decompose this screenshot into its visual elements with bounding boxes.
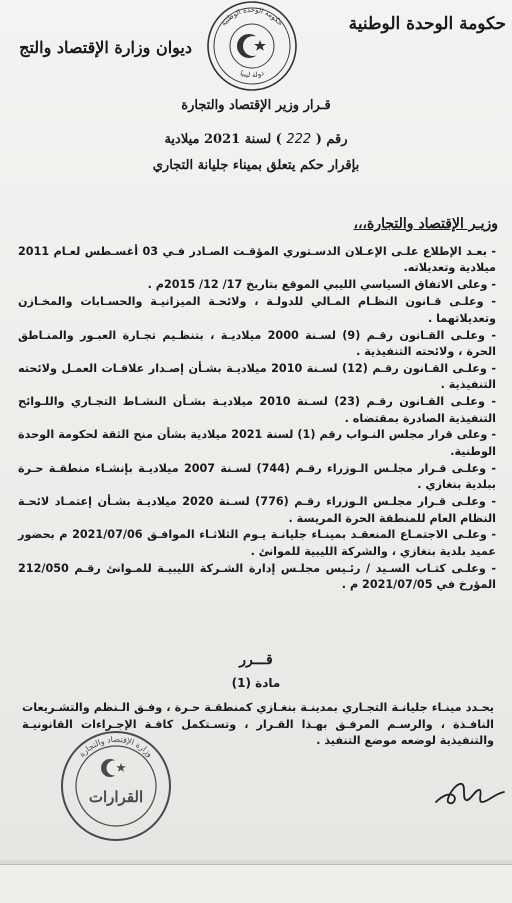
stamp-ring-text: وزارة الإقتصاد والتجارة	[77, 734, 155, 759]
stamp-center-text: القرارات	[88, 788, 144, 806]
preamble-clause: - وعلـى القـانون رقـم (9) لسـنة 2000 ميلاديـة ، بتنظـيم تجـارة العبـور والمنـاطق الحرة ، ولائحته التنفيذية .	[18, 328, 496, 358]
decision-number: 222	[286, 132, 312, 147]
preamble-clause: - وعلى الاتفاق السياسي الليبي الموقع بتاريخ 17/ 12/ 2015م .	[147, 278, 496, 292]
ministry-office-title: ديوان وزارة الإقتصاد والتج	[19, 38, 192, 57]
emblem-bottom-text: دولة ليبيا	[238, 69, 266, 80]
government-title: حكومة الوحدة الوطنية	[348, 14, 506, 34]
preamble-clause: - وعلى قرار مجلس النـواب رقم (1) لسنة 2021 ميلادية بشأن منح الثقة لحكومة الوحدة الوطنية.	[18, 428, 497, 458]
article-body: يحـدد مينـاء جليانـة التجـاري بمدينـة بنغـازي كمنطقـة حـرة ، وفـق الـنظم والتشـريعات النافـذة ، والرسـم المرفـق بهـذا القـرار ، وتسـتكمل كافـة الإجـراءات القانونيـة والتنفيذية لوضعه موضع التنفيذ .	[22, 701, 494, 748]
decision-number-suffix: لسنة 2021 ميلادية	[164, 132, 272, 147]
preamble-clause: - وعلـى قـانون النظـام المـالي للدولـة ، ولائحـة الميزانيـة والحسـابات والمخـازن وتعديلاتهما .	[18, 295, 496, 325]
libya-emblem-icon	[200, 0, 304, 92]
signature-icon	[432, 772, 508, 812]
preamble-clause: - وعلـى كتـاب السـيد / رئـيس مجلـس إدارة الشـركة الليبيـة للمـوانئ رقـم 212/050 المؤرخ في 2021/07/05 م .	[18, 561, 496, 592]
decision-number-prefix: رقم	[326, 132, 348, 147]
preamble-clause: - وعلـى القـانون رقـم (23) لسـنة 2010 ميلاديـة بشـأن النشـاط التجـاري واللـوائح التنفيذية الصادرة بمقتضاه .	[18, 395, 496, 425]
decision-number-line: رقم ( 222 ) لسنة 2021 ميلادية	[164, 132, 348, 147]
emblem-top-text: حكومة الوحدة الوطنية	[219, 5, 285, 28]
official-stamp-icon	[58, 730, 174, 842]
article-heading: مادة (1)	[231, 676, 281, 690]
decision-subject: بإقرار حكم يتعلق بميناء جليانة التجاري	[152, 158, 360, 173]
preamble-clauses	[18, 244, 496, 594]
preamble-clause: - وعلـى قـرار مجلـس الـوزراء رقـم (776) لسـنة 2020 ميلاديـة بشـأن إعتمـاد لائحـة النظام العام للمنطقة الحرة المريسة .	[18, 495, 496, 525]
preamble-clause: - بعـد الإطلاع علـى الإعـلان الدسـتوري المؤقـت الصـادر فـي 03 أغسـطس لعـام 2011 ميلادية وتعديلاته.	[18, 245, 496, 275]
preamble-clause: - وعلـى الاجتمـاع المنعقـد بمينـاء جليانـة يـوم الثلاثـاء الموافـق 2021/07/06 م بحضور عميد بلدية بنغازي ، والشركة الليبية للموانئ .	[18, 528, 496, 558]
preamble-clause: - وعلـى القـانون رقـم (12) لسـنة 2010 ميلاديـة بشـأن إصـدار علاقـات العمـل ولائحته التنفيذية .	[18, 361, 496, 392]
decision-title: قـرار وزير الإقتصاد والتجارة	[181, 98, 331, 113]
next-page-edge	[0, 864, 512, 903]
preamble-clause: - وعلـى قـرار مجلـس الـوزراء رقـم (744) لسـنة 2007 ميلاديـة بإنشـاء منطقـة حـرة ببلدية بنغازي .	[18, 461, 496, 492]
decides-heading: قـــرر	[239, 652, 273, 668]
minister-heading: وزيـر الإقتصاد والتجارة،،،	[353, 216, 498, 232]
